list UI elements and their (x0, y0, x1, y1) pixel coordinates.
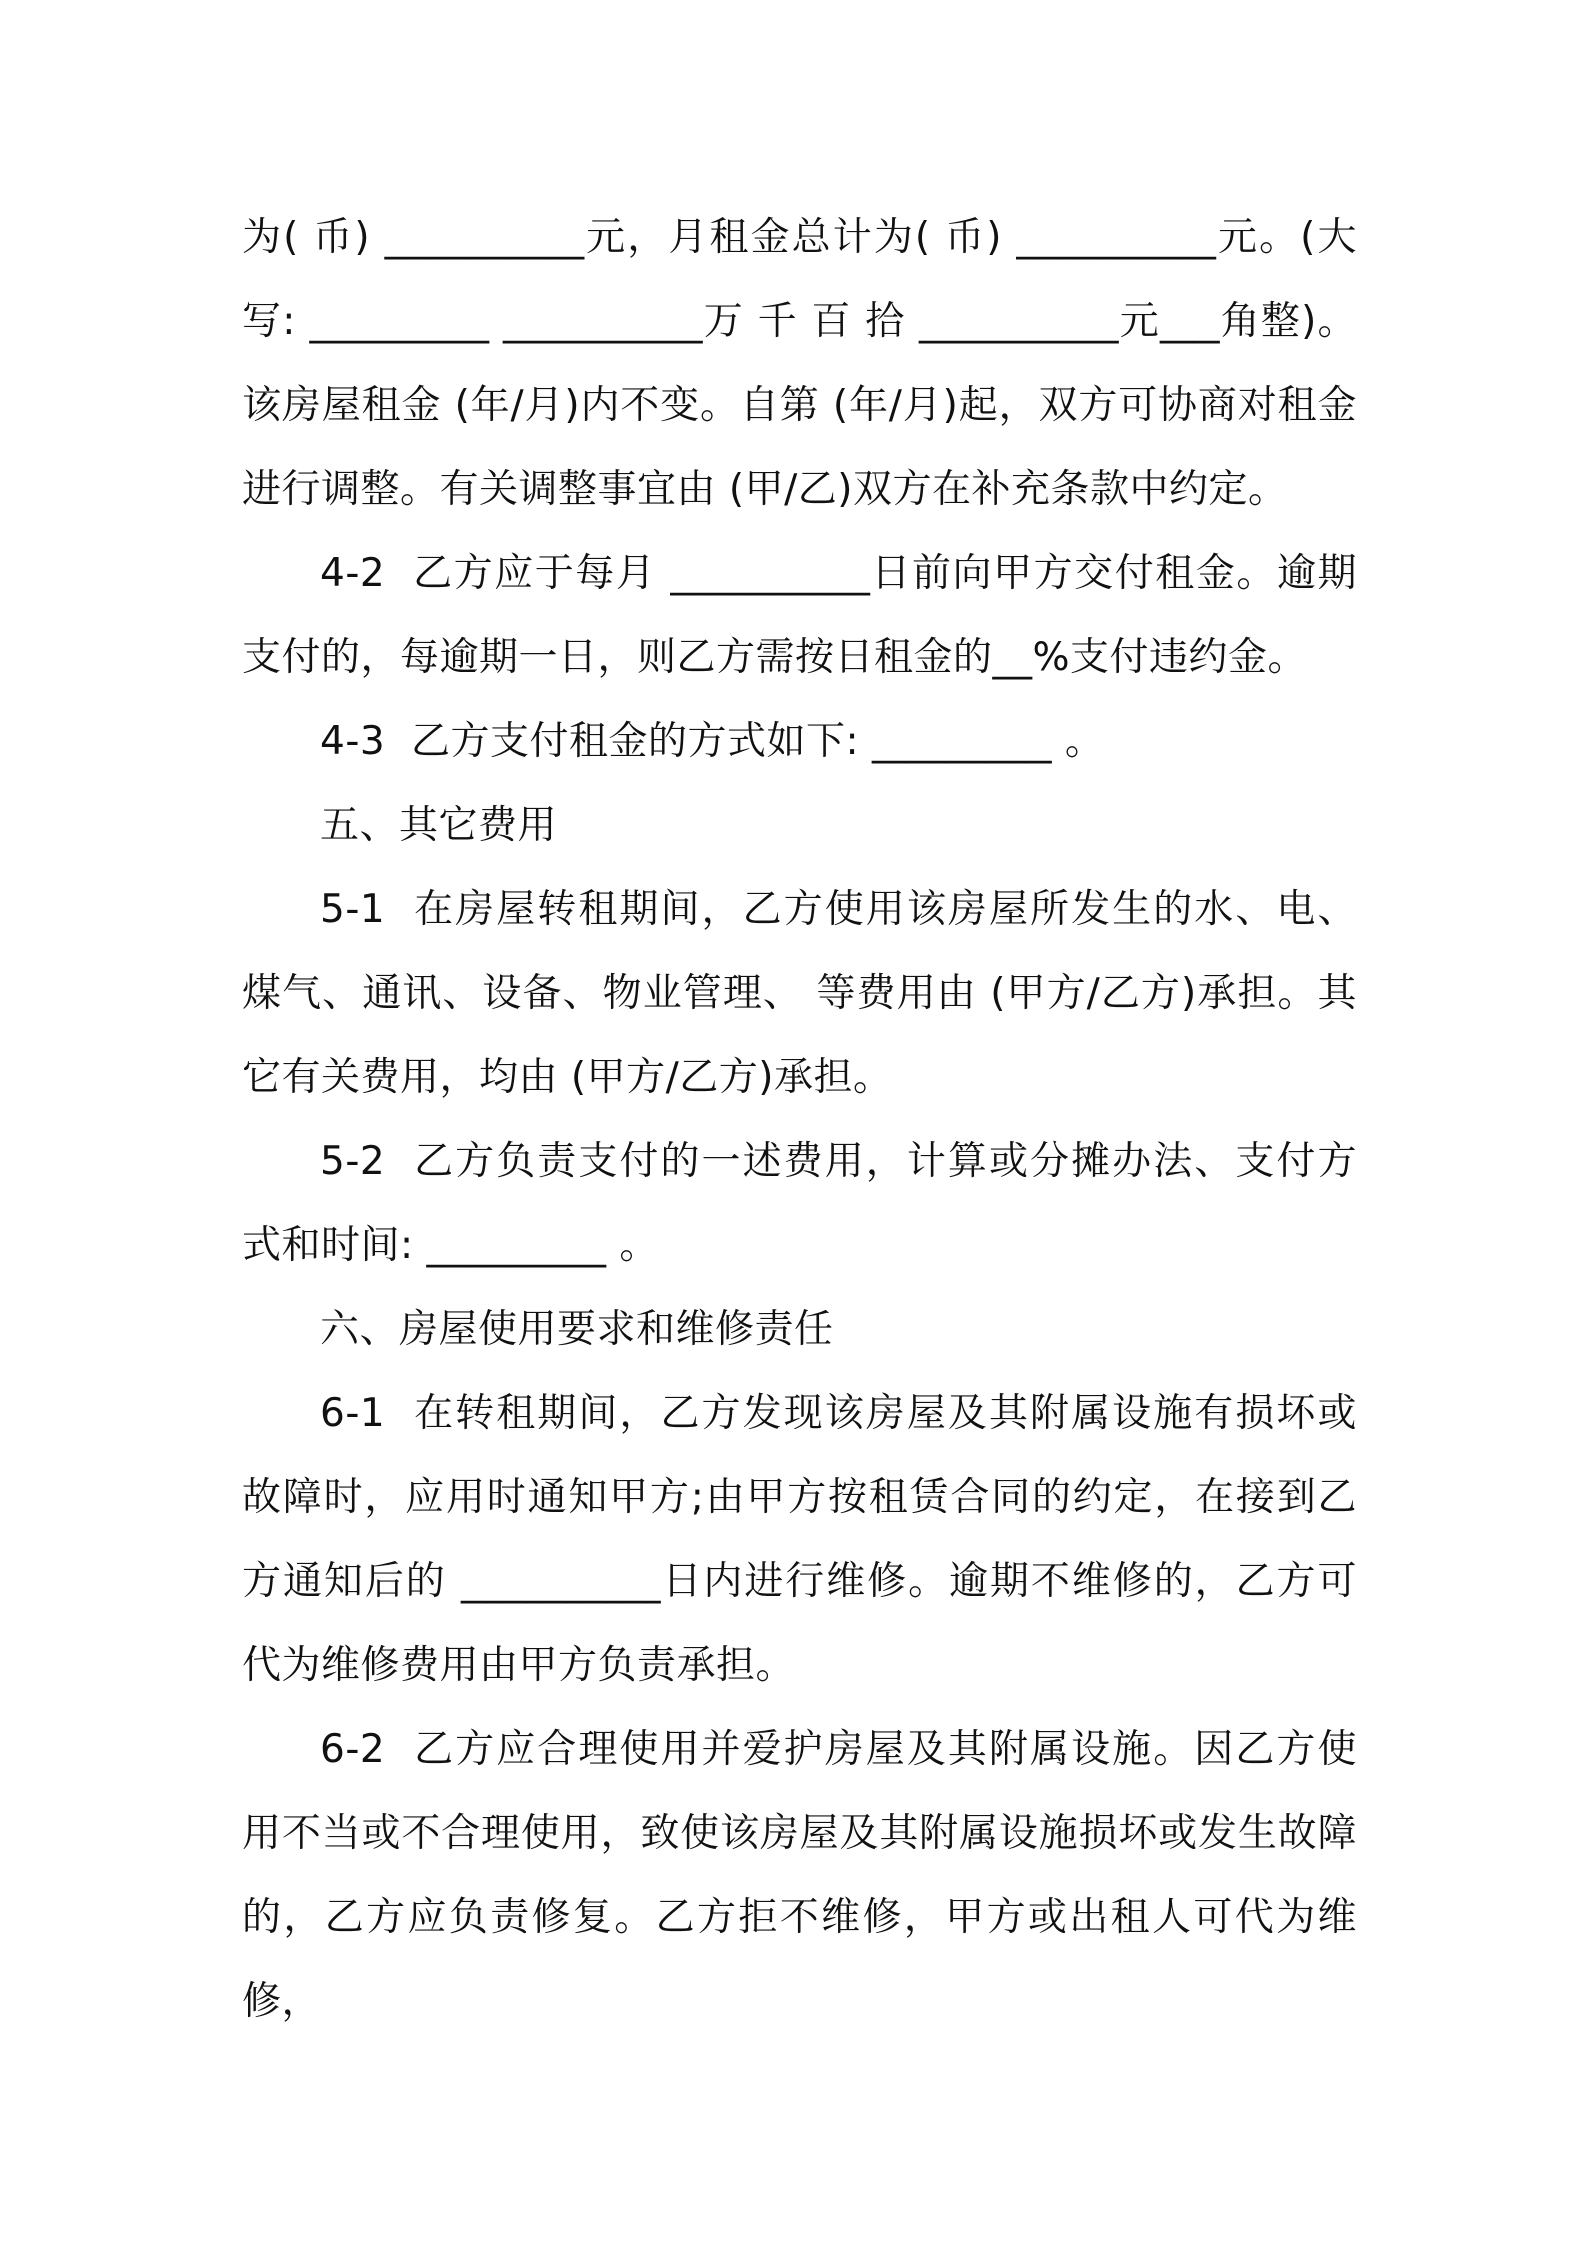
paragraph-4-2: 4-2 乙方应于每月 __________日前向甲方交付租金。逾期支付的，每逾期一日，则乙方需按日租金的__%支付违约金。 (242, 551, 1357, 680)
paragraph-5-2: 5-2 乙方负责支付的一述费用，计算或分摊办法、支付方式和时间: _________ 。 (242, 1139, 1357, 1268)
paragraph-4-3: 4-3 乙方支付租金的方式如下: _________ 。 (320, 719, 1105, 764)
paragraph-rent-amount: 为( 币) __________元，月租金总计为( 币) __________元。(大写: _________ __________万 千 百 拾 __________元___角整)。该房屋租金 (年/月)内不变。自第 (年/月)起，双方可协商对租金进行调整。有关调整事宜由 (甲/乙)双方在补充条款中约定。 (242, 215, 1357, 512)
document-body (242, 196, 1357, 2044)
paragraph-6-2: 6-2 乙方应合理使用并爱护房屋及其附属设施。因乙方使用不当或不合理使用，致使该房屋及其附属设施损坏或发生故障的，乙方应负责修复。乙方拒不维修，甲方或出租人可代为维修， (242, 1727, 1357, 2024)
paragraph-6-1: 6-1 在转租期间，乙方发现该房屋及其附属设施有损坏或故障时，应用时通知甲方;由甲方按租赁合同的约定，在接到乙方通知后的 __________日内进行维修。逾期不维修的，乙方可代为维修费用由甲方负责承担。 (242, 1391, 1357, 1688)
paragraph-5-1: 5-1 在房屋转租期间，乙方使用该房屋所发生的水、电、煤气、通讯、设备、物业管理、 等费用由 (甲方/乙方)承担。其它有关费用，均由 (甲方/乙方)承担。 (242, 887, 1357, 1100)
section-heading-usage-repair: 六、房屋使用要求和维修责任 (320, 1307, 834, 1352)
section-heading-other-fees: 五、其它费用 (320, 803, 558, 848)
